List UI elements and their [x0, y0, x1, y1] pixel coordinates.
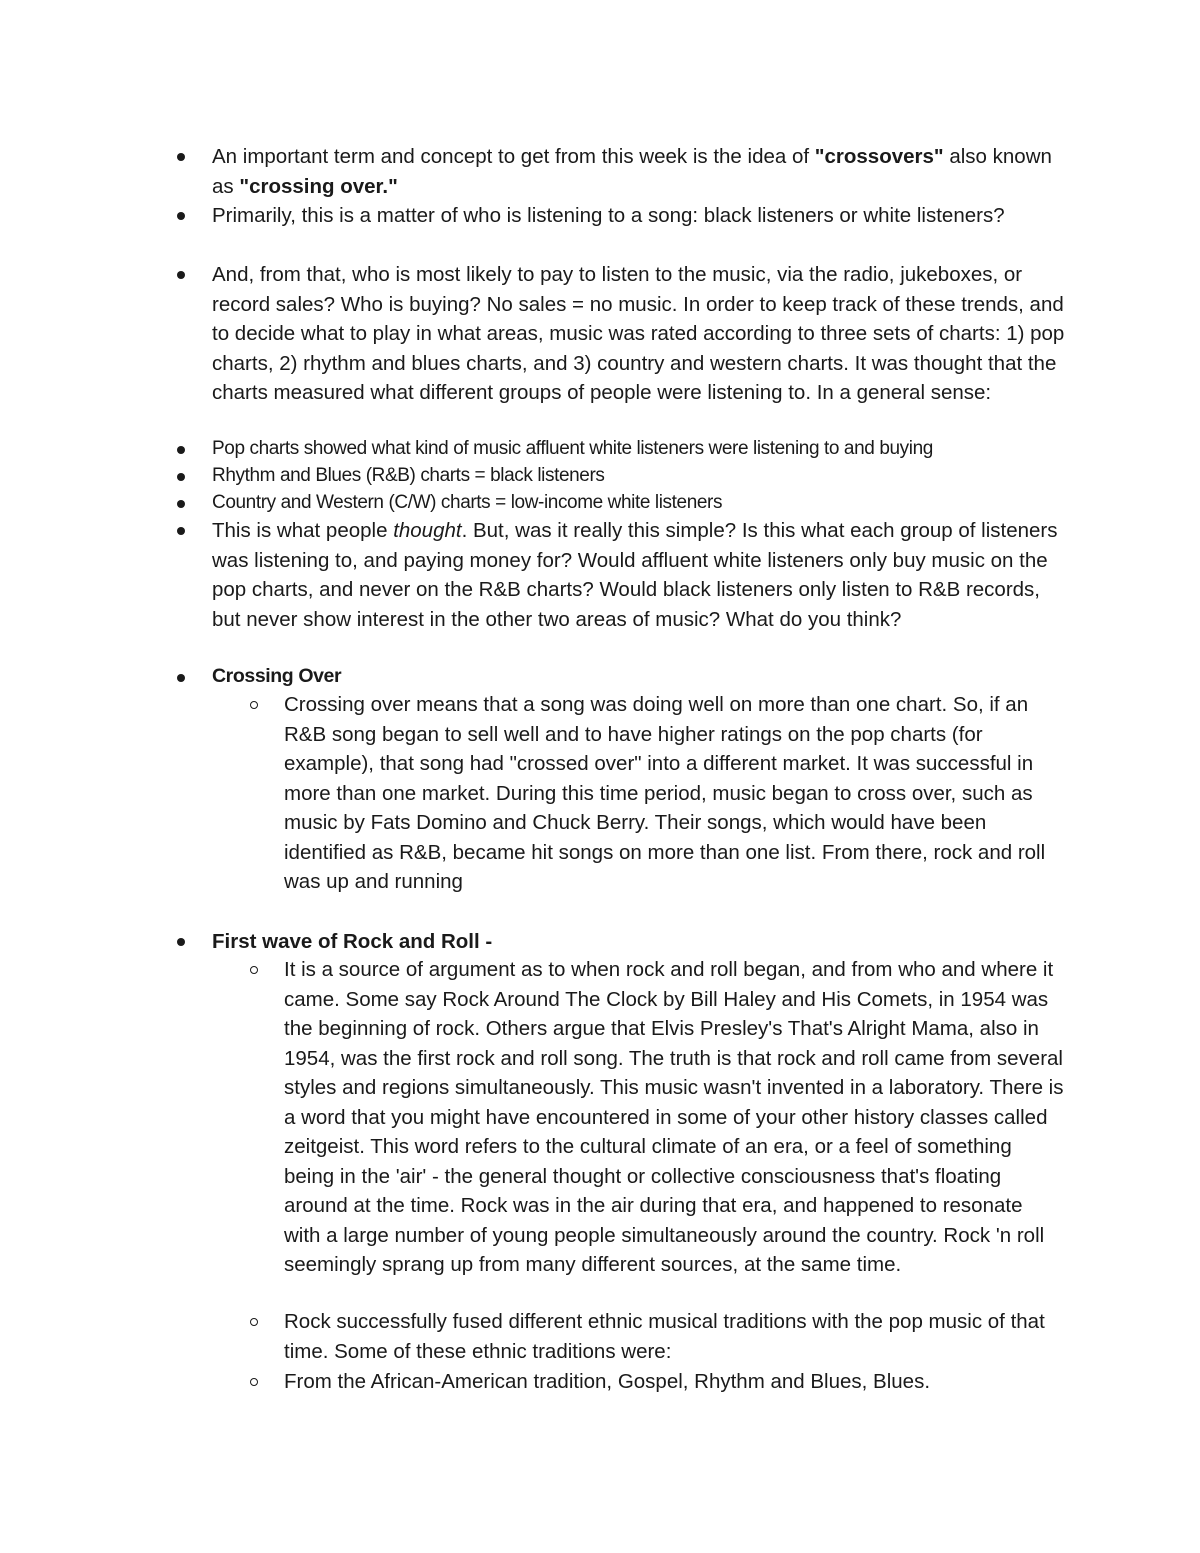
bullet-icon [177, 938, 185, 946]
circle-bullet-icon [250, 1318, 258, 1326]
bullet-icon [177, 674, 185, 682]
heading-crossing-over: Crossing Over [212, 665, 342, 687]
bullet-icon [177, 446, 185, 454]
bullet-icon [177, 212, 185, 220]
item-text: An important term and concept to get from this week is the idea of [212, 145, 815, 168]
term-crossing-over: "crossing over." [239, 174, 398, 198]
list-item-cw-charts: Country and Western (C/W) charts = low-income white listeners [212, 492, 723, 513]
sub-item-crossing-definition: Crossing over means that a song was doing well on more than one chart. So, if an R&B song began to sell well and to have higher ratings on the pop charts (for example), that song had "crossed over" into a different market. It was successful in more than one market. During this time period, music began to cross over, such as music by Fats Domino and Chuck Berry. Their songs, which would have been identified as R&B, became hit songs on more than one list. From there, rock and roll was up and running [284, 693, 1046, 893]
list-item-charts: And, from that, who is most likely to pay to listen to the music, via the radio, jukeboxes, or record sales? Who is buying? No sales = no music. In order to keep track of these trends, and to decide what to play in what areas, music was rated according to three sets of charts: 1) pop charts, 2) rhythm and blues charts, and 3) country and western charts. It was thought that the charts measured what different groups of people were listening to. In a general sense: [212, 263, 1065, 404]
bullet-icon [177, 500, 185, 508]
circle-bullet-icon [250, 966, 258, 974]
term-crossovers: "crossovers" [814, 145, 944, 168]
circle-bullet-icon [250, 1378, 258, 1386]
sub-item-fusion: Rock successfully fused different ethnic musical traditions with the pop music of that time. Some of these ethnic traditions were: [284, 1310, 1045, 1363]
circle-bullet-icon [250, 701, 258, 709]
item-text: . But, was it really this simple? Is this what each group of listeners was listening to, and paying money for? Would affluent white listeners only buy music on the pop charts, and never on the R&B charts? Would black listeners only listen to R&B records, but never show interest in the other two areas of music? What do you think? [212, 519, 1058, 631]
list-item-question [212, 516, 1072, 634]
sub-item-origins: It is a source of argument as to when rock and roll began, and from who and where it came. Some say Rock Around The Clock by Bill Haley and His Comets, in 1954 was the beginning of rock. Others argue that Elvis Presley's That's Alright Mama, also in 1954, was the first rock and roll song. The truth is that rock and roll came from several styles and regions simultaneously. This music wasn't invented in a laboratory. There is a word that you might have encountered in some of your other history classes called zeitgeist. This word refers to the cultural climate of an era, or a feel of something being in the 'air' - the general thought or collective consciousness that's floating around at the time. Rock was in the air during that era, and happened to resonate with a large number of young people simultaneously around the country. Rock 'n roll seemingly sprang up from many different sources, at the same time. [284, 958, 1064, 1276]
list-item-crossovers [212, 142, 1072, 201]
list-item-rnb-charts: Rhythm and Blues (R&B) charts = black listeners [212, 465, 605, 486]
bullet-icon [177, 271, 185, 279]
list-item-listeners: Primarily, this is a matter of who is listening to a song: black listeners or white listeners? [212, 204, 1005, 227]
bullet-icon [177, 473, 185, 481]
item-text: also known as [212, 145, 1052, 198]
sub-item-african-american: From the African-American tradition, Gospel, Rhythm and Blues, Blues. [284, 1370, 931, 1393]
list-item-pop-charts: Pop charts showed what kind of music affluent white listeners were listening to and buying [212, 438, 933, 459]
emphasis-thought: thought [393, 519, 462, 542]
item-text: This is what people [212, 519, 394, 542]
bullet-icon [177, 527, 185, 535]
bullet-icon [177, 153, 185, 161]
heading-first-wave: First wave of Rock and Roll - [212, 930, 493, 953]
